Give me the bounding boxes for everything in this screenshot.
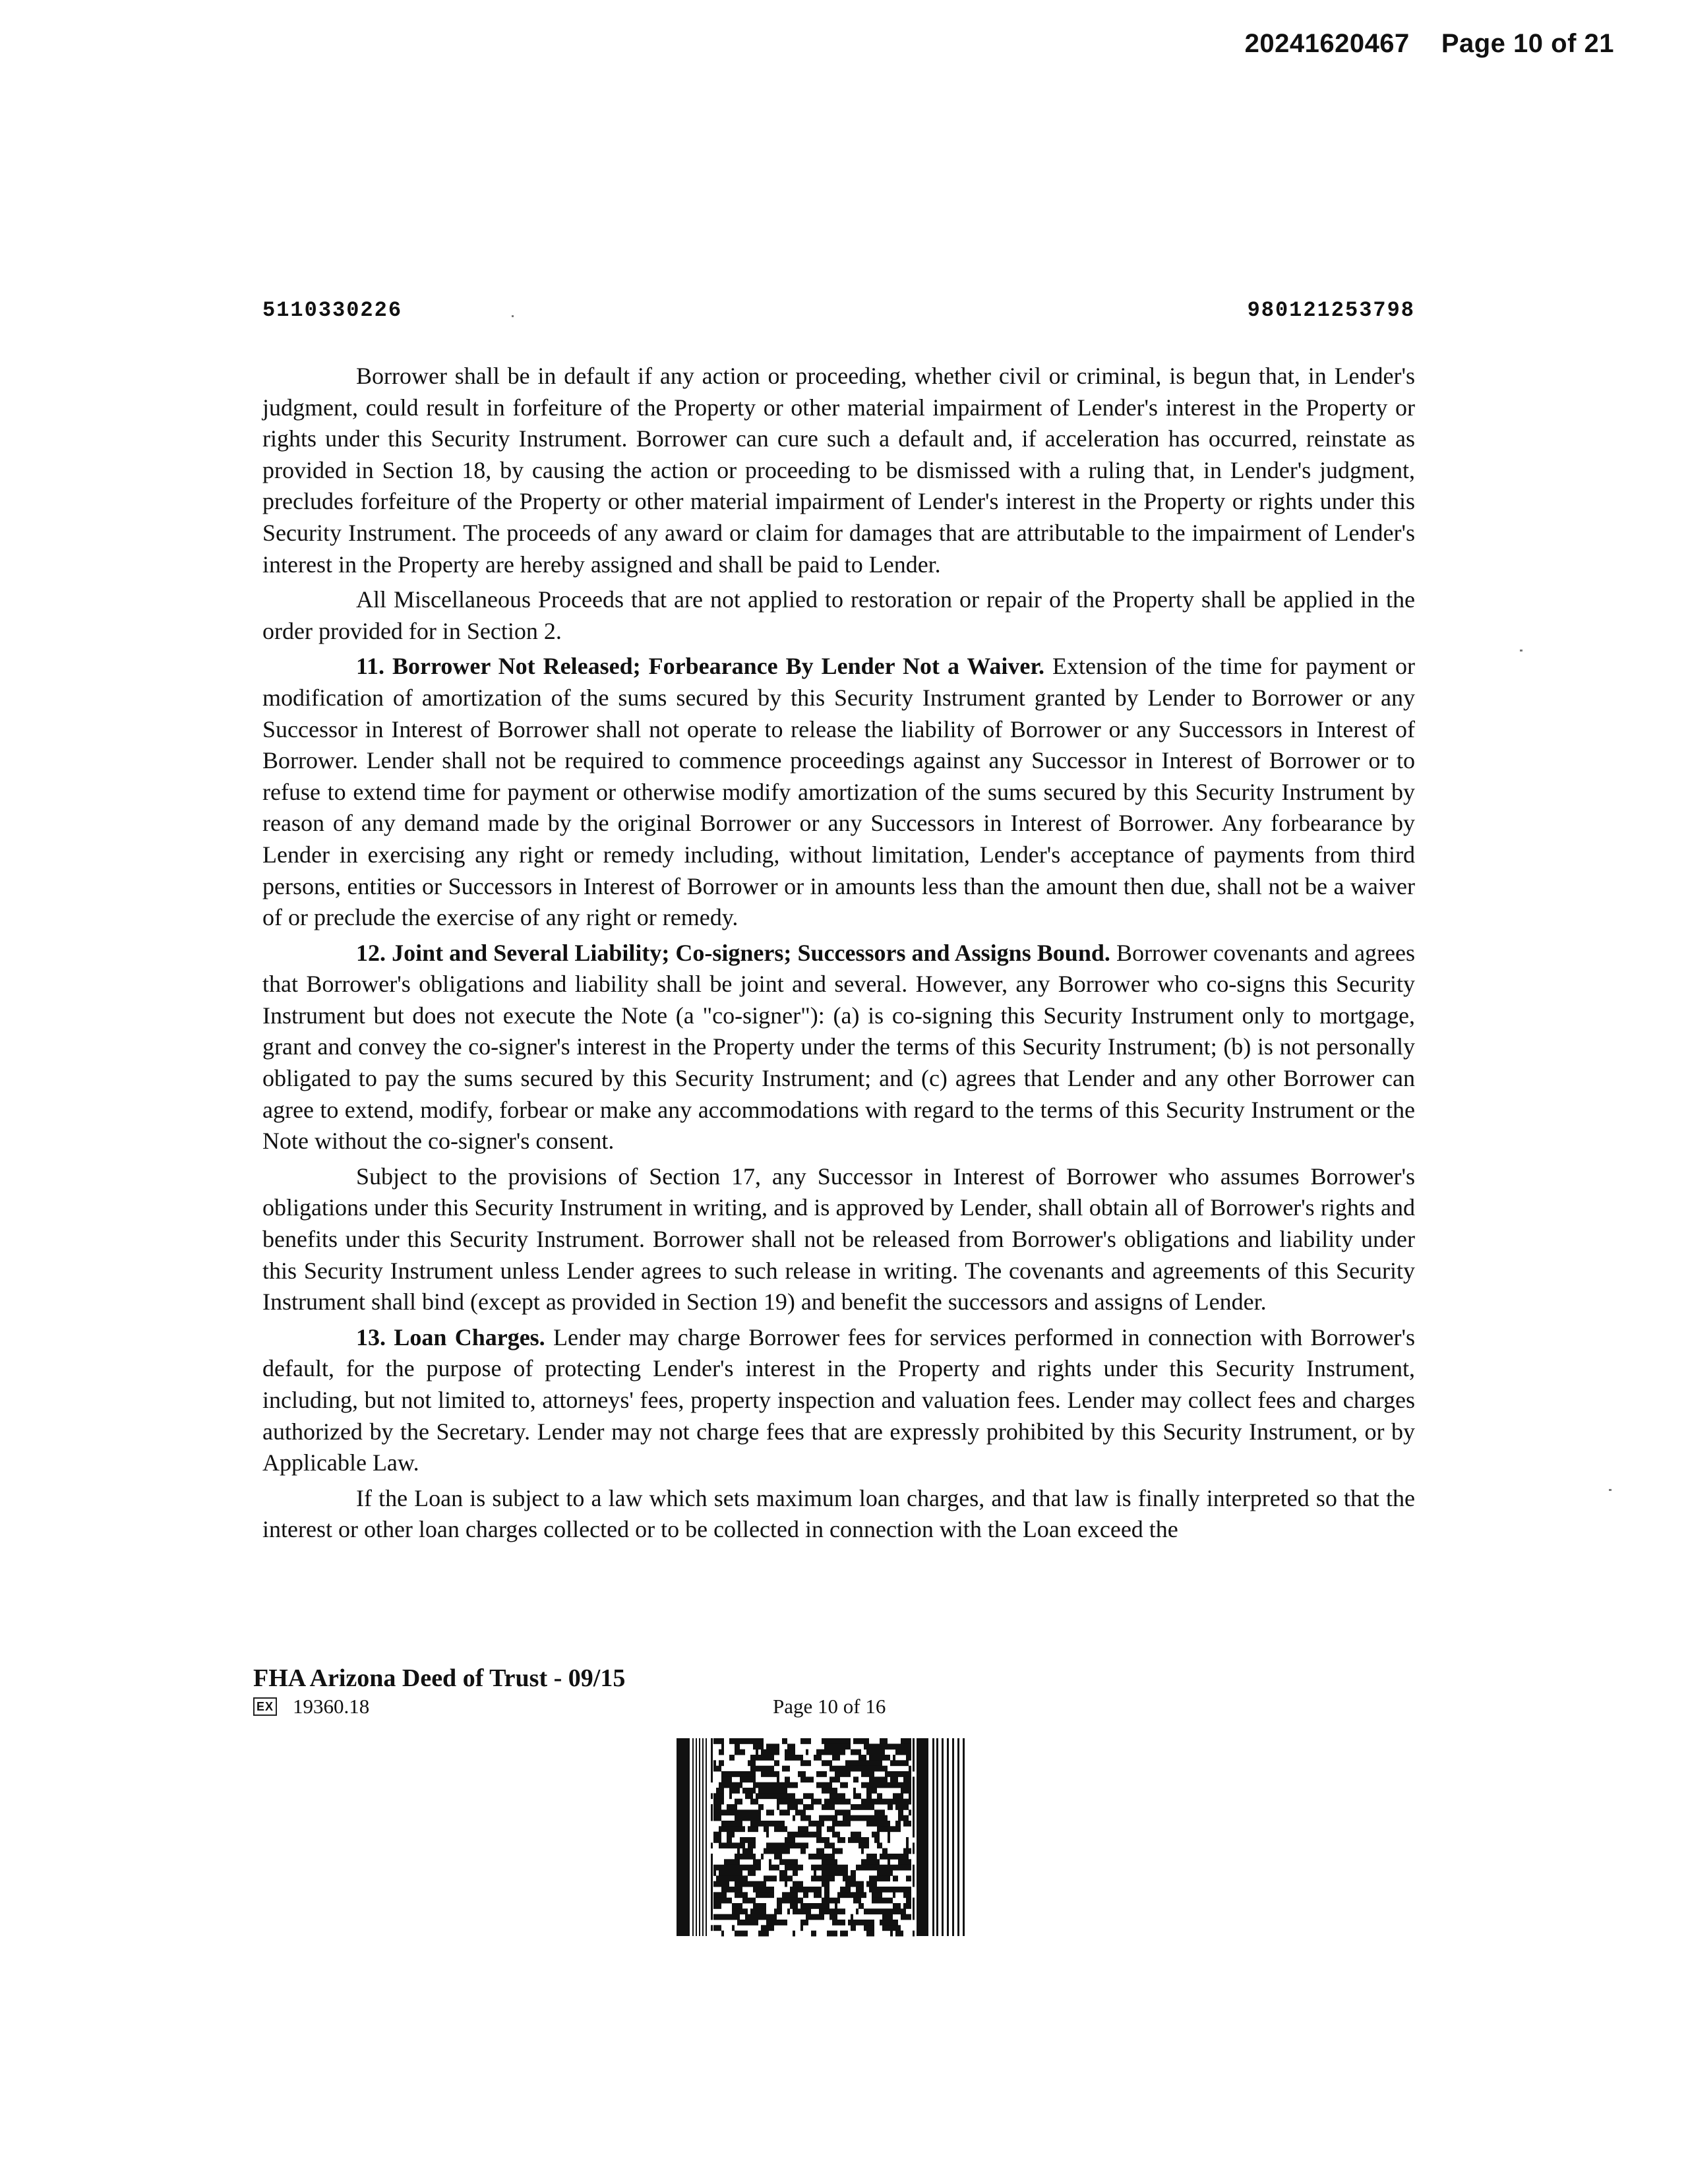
form-page-number: Page 10 of 16 [773, 1695, 886, 1718]
section-heading: 13. Loan Charges. [356, 1323, 545, 1350]
paragraph-text: Borrower shall be in default if any action or proceeding, whether civil or criminal, is begun that, in Lender's judgment, could result in forfeiture of the Property or other material impairment of Lender's interest in the Property or rights under this Security Instrument. Borrower can cure such a default and, if acceleration has occurred, reinstate as provided in Section 18, by causing the action or proceeding to be dismissed with a ruling that, in Lender's judgment, precludes forfeiture of the Property or other material impairment of Lender's interest in the Property or rights under this Security Instrument. The proceeds of any award or claim for damages that are attributable to the impairment of Lender's interest in the Property are hereby assigned and shall be paid to Lender. [262, 363, 1415, 578]
section-heading: 11. Borrower Not Released; Forbearance By Lender Not a Waiver. [356, 653, 1045, 680]
loan-id-row [262, 298, 1415, 322]
paragraph-text: Subject to the provisions of Section 17, any Successor in Interest of Borrower who assumes Borrower's obligations under this Security Instrument in writing, and is approved by Lender, shall obtain all of Borrower's rights and benefits under this Security Instrument. Borrower shall not be released from Borrower's obligations and liability under this Security Instrument unless Lender agrees to such release in writing. The covenants and agreements of this Security Instrument shall bind (except as provided in Section 19) and benefit the successors and assigns of Lender. [262, 1163, 1415, 1316]
scan-speck [512, 315, 514, 317]
min-number: 980121253798 [1247, 298, 1415, 322]
paragraph-text: All Miscellaneous Proceeds that are not applied to restoration or repair of the Property shall be applied in the order provided for in Section 2. [262, 586, 1415, 644]
pdf417-barcode [673, 1734, 986, 1940]
form-number: 19360.18 [293, 1695, 370, 1718]
paragraph [262, 361, 1415, 580]
paragraph-text: Lender may charge Borrower fees for services performed in connection with Borrower's default, for the purpose of protecting Lender's interest in the Property and rights under this Security Instrument, including, but not limited to, attorneys' fees, property inspection and valuation fees. Lender may collect fees and charges authorized by the Secretary. Lender may not charge fees that are expressly prohibited by this Security Instrument, or by Applicable Law. [262, 1323, 1416, 1476]
form-logo: EX [253, 1697, 277, 1716]
section-13-paragraph [262, 1322, 1415, 1479]
recording-document-number: 20241620467 [1244, 29, 1410, 58]
paragraph-text: If the Loan is subject to a law which sets maximum loan charges, and that law is finally interpreted so that the interest or other loan charges collected or to be collected in connection with the Loan exceed the [262, 1484, 1415, 1543]
section-11-paragraph [262, 651, 1415, 933]
form-title: FHA Arizona Deed of Trust - 09/15 [253, 1664, 626, 1692]
recording-stamp [1245, 29, 1614, 59]
paragraph [262, 1161, 1415, 1318]
scan-speck [1609, 1489, 1612, 1491]
paragraph [262, 1483, 1415, 1546]
paragraph-text: Extension of the time for payment or modification of amortization of the sums secured by this Security Instrument granted by Lender to Borrower or any Successor in Interest of Borrower shall not operate to release the liability of Borrower or any Successors in Interest of Borrower. Lender shall not be required to commence proceedings against any Successor in Interest of Borrower or to refuse to extend time for payment or otherwise modify amortization of the sums secured by this Security Instrument by reason of any demand made by the original Borrower or any Successors in Interest of Borrower. Any forbearance by Lender in exercising any right or remedy including, without limitation, Lender's acceptance of payments from third persons, entities or Successors in Interest of Borrower or in amounts less than the amount then due, shall not be a waiver of or preclude the exercise of any right or remedy. [262, 653, 1416, 931]
loan-number: 5110330226 [262, 298, 403, 322]
paragraph [262, 584, 1415, 647]
document-body [262, 361, 1415, 1550]
section-12-paragraph [262, 938, 1415, 1157]
scan-speck [1520, 650, 1522, 652]
recording-page-label: Page 10 of 21 [1441, 29, 1614, 58]
section-heading: 12. Joint and Several Liability; Co-signers; Successors and Assigns Bound. [356, 939, 1110, 966]
paragraph-text: Borrower covenants and agrees that Borrower's obligations and liability shall be joint and several. However, any Borrower who co-signs this Security Instrument but does not execute the Note (a "co-signer"): (a) is co-signing this Security Instrument only to mortgage, grant and convey the co-signer's interest in the Property under the terms of this Security Instrument; (b) is not personally obligated to pay the sums secured by this Security Instrument; and (c) agrees that Lender and any other Borrower can agree to extend, modify, forbear or make any accommodations with regard to the terms of this Security Instrument or the Note without the co-signer's consent. [262, 939, 1415, 1155]
form-id-row [253, 1695, 369, 1718]
